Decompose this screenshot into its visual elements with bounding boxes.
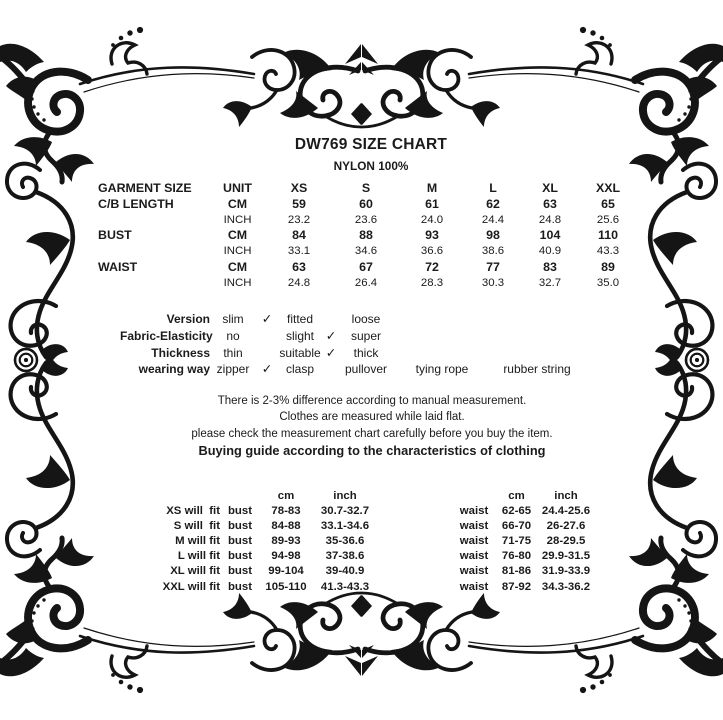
waist-label: waist <box>459 550 489 563</box>
column-header: XL <box>542 181 558 195</box>
value-cell: 67 <box>359 259 373 274</box>
feature-option: pullover <box>344 362 388 377</box>
feature-option: suitable <box>279 345 321 360</box>
value-cell: 77 <box>486 259 500 274</box>
feature-option: tying rope <box>415 362 469 377</box>
column-header: XXL <box>595 181 621 195</box>
note-line: There is 2-3% difference according to manual measurement. <box>217 395 527 407</box>
notes <box>150 393 594 459</box>
row-label: BUST <box>98 228 132 243</box>
feature-table <box>120 311 578 378</box>
bust-label: bust <box>227 550 253 563</box>
check-mark: ✓ <box>261 312 273 326</box>
feature-option: fitted <box>286 312 313 326</box>
waist-inch: 28-29.5 <box>546 535 586 548</box>
bust-cm: 99-104 <box>268 565 304 578</box>
check-mark: ✓ <box>261 362 273 377</box>
feature-option: no <box>226 328 240 343</box>
feature-option: loose <box>351 312 381 326</box>
bust-inch: 33.1-34.6 <box>320 520 370 533</box>
size-table <box>98 181 637 292</box>
guide-row-label: XXL will fit <box>162 580 220 593</box>
waist-cm: 71-75 <box>501 535 532 548</box>
unit-cell: CM <box>227 259 248 274</box>
bust-cm: 78-83 <box>271 505 301 518</box>
value-cell: 32.7 <box>538 276 562 289</box>
column-header: GARMENT SIZE <box>98 181 192 195</box>
value-cell: 72 <box>425 259 439 274</box>
bust-label: bust <box>227 580 253 593</box>
feature-option: slim <box>222 312 244 326</box>
row-label: WAIST <box>98 259 138 274</box>
row-label <box>98 213 210 229</box>
note-line: please check the measurement chart carefully before you buy the item. <box>191 427 553 440</box>
guide-column-header: inch <box>333 490 357 502</box>
value-cell: 26.4 <box>354 276 378 289</box>
unit-cell: CM <box>227 196 248 211</box>
value-cell: 23.2 <box>287 213 311 226</box>
waist-label: waist <box>459 505 489 518</box>
buying-guide-table <box>120 489 593 595</box>
value-cell: 34.6 <box>354 245 378 258</box>
value-cell: 65 <box>601 196 615 211</box>
feature-label: wearing way <box>138 362 210 377</box>
feature-label: Version <box>166 312 210 326</box>
feature-option: super <box>350 328 382 343</box>
bust-label: bust <box>227 535 253 548</box>
bust-cm: 84-88 <box>271 520 301 533</box>
waist-cm: 66-70 <box>501 520 532 533</box>
waist-cm: 81-86 <box>501 565 532 578</box>
value-cell: 38.6 <box>481 245 505 258</box>
waist-label: waist <box>459 580 489 593</box>
value-cell: 24.8 <box>538 213 562 226</box>
column-header: XS <box>290 181 308 195</box>
value-cell: 89 <box>601 259 615 274</box>
guide-row-label: S will fit <box>173 520 220 533</box>
check-mark: ✓ <box>325 328 337 343</box>
guide-column-header: inch <box>554 490 578 502</box>
feature-option: thin <box>223 345 243 360</box>
column-header: UNIT <box>223 181 252 195</box>
value-cell: 84 <box>292 228 306 243</box>
guide-row-label: L will fit <box>177 550 220 563</box>
bust-cm: 105-110 <box>265 580 307 593</box>
waist-inch: 29.9-31.5 <box>541 550 591 563</box>
value-cell: 43.3 <box>596 245 620 258</box>
column-header: L <box>489 181 497 195</box>
value-cell: 23.6 <box>354 213 378 226</box>
buying-guide-title: Buying guide according to the characteristics of clothing <box>198 442 546 458</box>
value-cell: 61 <box>425 196 439 211</box>
feature-option: clasp <box>285 362 314 377</box>
value-cell: 40.9 <box>538 245 562 258</box>
value-cell: 110 <box>598 228 618 243</box>
guide-row-label: XS will fit <box>166 505 220 518</box>
bust-label: bust <box>227 565 253 578</box>
bust-inch: 39-40.9 <box>325 565 365 578</box>
value-cell: 62 <box>486 196 500 211</box>
bust-label: bust <box>227 505 253 518</box>
waist-inch: 34.3-36.2 <box>541 580 591 593</box>
bust-inch: 35-36.6 <box>325 535 365 548</box>
check-mark: ✓ <box>325 345 337 360</box>
value-cell: 63 <box>292 259 306 274</box>
value-cell: 35.0 <box>596 276 620 289</box>
value-cell: 30.3 <box>481 276 505 289</box>
waist-label: waist <box>459 520 489 533</box>
feature-label: Fabric-Elasticity <box>120 328 213 343</box>
feature-option: rubber string <box>503 362 571 377</box>
value-cell: 24.8 <box>287 276 311 289</box>
feature-option: thick <box>353 345 379 360</box>
unit-cell: INCH <box>223 245 252 258</box>
value-cell: 63 <box>543 196 557 211</box>
value-cell: 24.0 <box>420 213 444 226</box>
waist-inch: 26-27.6 <box>546 520 586 533</box>
fabric-subtitle: NYLON 100% <box>333 159 409 173</box>
value-cell: 93 <box>425 228 439 243</box>
bust-inch: 37-38.6 <box>325 550 365 563</box>
waist-label: waist <box>459 565 489 578</box>
unit-cell: CM <box>227 228 248 243</box>
value-cell: 104 <box>539 228 561 243</box>
column-header: M <box>426 181 438 195</box>
value-cell: 60 <box>359 196 373 211</box>
unit-cell: INCH <box>223 276 252 289</box>
bust-cm: 94-98 <box>271 550 301 563</box>
guide-row-label: XL will fit <box>170 565 220 578</box>
guide-row-label: M will fit <box>175 535 220 548</box>
page-title: DW769 SIZE CHART <box>294 136 448 153</box>
row-label: C/B LENGTH <box>98 196 174 211</box>
waist-inch: 24.4-25.6 <box>541 505 591 518</box>
guide-column-header: cm <box>277 490 295 502</box>
bust-inch: 41.3-43.3 <box>320 580 370 593</box>
feature-option: zipper <box>216 362 250 377</box>
waist-cm: 76-80 <box>501 550 532 563</box>
column-header: S <box>361 181 371 195</box>
value-cell: 25.6 <box>596 213 620 226</box>
row-label <box>98 244 210 260</box>
unit-cell: INCH <box>223 213 252 226</box>
waist-label: waist <box>459 535 489 548</box>
feature-option: slight <box>285 328 314 343</box>
value-cell: 36.6 <box>420 245 444 258</box>
note-line: Clothes are measured while laid flat. <box>279 411 465 424</box>
waist-cm: 62-65 <box>501 505 532 518</box>
value-cell: 98 <box>486 228 500 243</box>
value-cell: 83 <box>543 259 557 274</box>
value-cell: 88 <box>359 228 373 243</box>
value-cell: 24.4 <box>481 213 505 226</box>
bust-label: bust <box>227 520 253 533</box>
bust-inch: 30.7-32.7 <box>320 505 370 518</box>
waist-cm: 87-92 <box>501 580 532 593</box>
feature-label: Thickness <box>151 345 210 360</box>
guide-column-header: cm <box>508 490 525 502</box>
waist-inch: 31.9-33.9 <box>541 565 591 578</box>
value-cell: 33.1 <box>287 245 311 258</box>
value-cell: 28.3 <box>420 276 444 289</box>
value-cell: 59 <box>292 196 306 211</box>
row-label <box>98 276 210 292</box>
bust-cm: 89-93 <box>271 535 301 548</box>
